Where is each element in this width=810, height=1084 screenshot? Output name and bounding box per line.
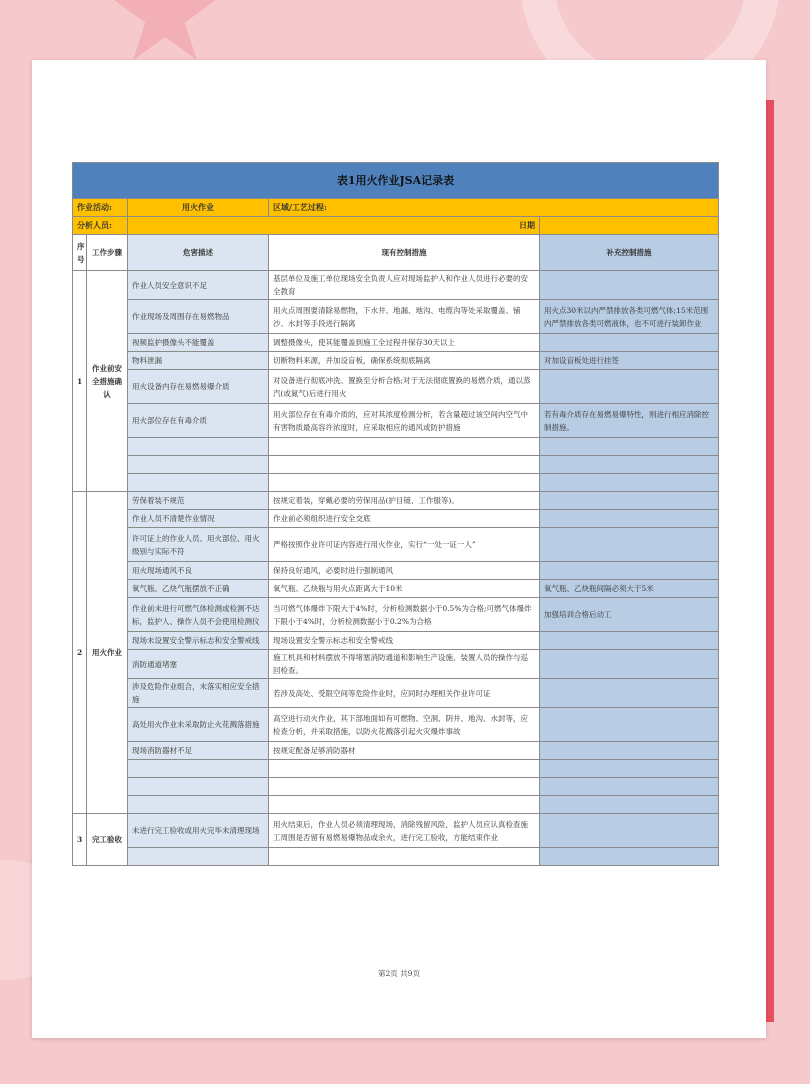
section-step: 完工验收 [87,814,128,866]
hazard-cell: 用火部位存在有毒介质 [128,404,269,438]
supplement-cell [540,650,719,679]
hazard-cell: 用火设备内存在易燃易爆介质 [128,370,269,404]
table-row [73,742,719,760]
table-row [73,580,719,598]
hazard-cell: 未进行完工验收或用火完毕未清理现场 [128,814,269,848]
info-row-analyst [73,217,719,235]
hazard-cell: 现场消防器材不足 [128,742,269,760]
hazard-cell: 消防通道堵塞 [128,650,269,679]
control-cell: 基层单位及施工单位现场安全负责人应对现场监护人和作业人员进行必要的安全教育 [269,271,540,300]
table-row [73,352,719,370]
control-cell: 作业前必须组织进行安全交底 [269,510,540,528]
table-row [73,456,719,474]
hazard-cell: 劳保着装不规范 [128,492,269,510]
table-row [73,271,719,300]
table-row [73,528,719,562]
hazard-cell: 视频监护摄像头不能覆盖 [128,334,269,352]
control-cell [269,848,540,866]
control-cell [269,456,540,474]
header-seq: 序号 [73,235,87,271]
hazard-cell: 现场未设置安全警示标志和安全警戒线 [128,632,269,650]
control-cell: 若涉及高处、受限空间等危险作业时，应同时办理相关作业许可证 [269,679,540,708]
supplement-cell: 加强培训合格后动工 [540,598,719,632]
supplement-cell [540,814,719,848]
control-cell: 按规定配备足够消防器材 [269,742,540,760]
hazard-cell: 物料泄漏 [128,352,269,370]
area-label: 区域/工艺过程: [269,199,719,217]
table-row [73,708,719,742]
table-row [73,300,719,334]
supplement-cell [540,334,719,352]
control-cell: 调整摄像头，使其能覆盖到施工全过程并保存30天以上 [269,334,540,352]
document-page [32,60,766,1038]
supplement-cell [540,742,719,760]
supplement-cell [540,708,719,742]
table-row [73,679,719,708]
header-control: 现有控制措施 [269,235,540,271]
control-cell: 对设备进行彻底冲洗、置换至分析合格;对于无法彻底置换的易燃介质，通以蒸汽(或氮气)后进行用火 [269,370,540,404]
supplement-cell: 氧气瓶、乙炔瓶间隔必须大于5米 [540,580,719,598]
section-number: 3 [73,814,87,866]
control-cell: 按规定着装，穿戴必要的劳保用品(护目镜、工作服等)。 [269,492,540,510]
table-row [73,778,719,796]
hazard-cell [128,848,269,866]
table-row [73,562,719,580]
analyst-label: 分析人员: [73,217,128,235]
header-step: 工作步骤 [87,235,128,271]
supplement-cell [540,760,719,778]
control-cell: 氧气瓶、乙炔瓶与用火点距离大于10米 [269,580,540,598]
supplement-cell [540,492,719,510]
supplement-cell [540,679,719,708]
table-row [73,848,719,866]
hazard-cell: 作业前未进行可燃气体检测或检测不达标，监护人、操作人员不会使用检测仪 [128,598,269,632]
info-row-activity [73,199,719,217]
activity-label: 作业活动: [73,199,128,217]
control-cell [269,438,540,456]
supplement-cell: 用火点30米以内严禁排放各类可燃气体;15米范围内严禁排放各类可燃液体，也不可进行装卸作业 [540,300,719,334]
date-label: 日期 [128,217,540,235]
supplement-cell [540,510,719,528]
hazard-cell: 作业人员不清楚作业情况 [128,510,269,528]
table-row [73,438,719,456]
control-cell: 高空进行动火作业，其下部地面如有可燃物、空洞、阴井、地沟、水封等，应检查分析，并采取措施，以防火花溅落引起火灾爆炸事故 [269,708,540,742]
hazard-cell [128,796,269,814]
hazard-cell: 作业现场及周围存在易燃物品 [128,300,269,334]
control-cell: 施工机具和材料摆放不得堵塞消防通道和影响生产设施、装置人员的操作与巡回检查。 [269,650,540,679]
table-row [73,492,719,510]
table-row [73,510,719,528]
table-row [73,598,719,632]
supplement-cell [540,370,719,404]
supplement-cell [540,271,719,300]
table-title: 表1用火作业JSA记录表 [73,163,719,199]
supplement-cell: 对加设盲板处进行挂签 [540,352,719,370]
jsa-table [72,162,719,866]
hazard-cell: 许可证上的作业人员、用火部位、用火级别与实际不符 [128,528,269,562]
supplement-cell [540,438,719,456]
date-value [540,217,719,235]
control-cell [269,796,540,814]
table-row [73,370,719,404]
page-footer: 第2页 共9页 [378,969,420,978]
hazard-cell [128,760,269,778]
header-supplement: 补充控制措施 [540,235,719,271]
table-row [73,650,719,679]
section-step: 作业前安全措施确认 [87,271,128,492]
hazard-cell [128,778,269,796]
title-row [73,163,719,199]
control-cell [269,474,540,492]
control-cell: 用火结束后，作业人员必须清理现场，消除残留风险，监护人员应认真检查施工周围是否留有易燃易爆物品或余火，进行完工验收，方能结束作业 [269,814,540,848]
table-row [73,474,719,492]
section-step: 用火作业 [87,492,128,814]
supplement-cell [540,796,719,814]
hazard-cell [128,456,269,474]
control-cell: 现场设置安全警示标志和安全警戒线 [269,632,540,650]
header-hazard: 危害描述 [128,235,269,271]
table-row [73,632,719,650]
hazard-cell: 高处用火作业未采取防止火花溅落措施 [128,708,269,742]
hazard-cell: 用火现场通风不良 [128,562,269,580]
hazard-cell [128,474,269,492]
supplement-cell: 若有毒介质存在易燃易爆特性，则进行相应消除控制措施。 [540,404,719,438]
supplement-cell [540,848,719,866]
control-cell: 当可燃气体爆炸下限大于4%时，分析检测数据小于0.5%为合格;可燃气体爆炸下限小于4%时，分析检测数据小于0.2%为合格 [269,598,540,632]
control-cell [269,760,540,778]
section-number: 2 [73,492,87,814]
table-row [73,334,719,352]
control-cell: 切断物料来源，并加设盲板，确保系统彻底隔离 [269,352,540,370]
hazard-cell: 作业人员安全意识不足 [128,271,269,300]
hazard-cell: 氧气瓶、乙炔气瓶摆放不正确 [128,580,269,598]
supplement-cell [540,562,719,580]
hazard-cell [128,438,269,456]
table-row [73,814,719,848]
supplement-cell [540,632,719,650]
table-row [73,404,719,438]
control-cell: 严格按照作业许可证内容进行用火作业，实行“一处一证一人” [269,528,540,562]
activity-value: 用火作业 [128,199,269,217]
control-cell [269,778,540,796]
control-cell: 用火点周围要清除易燃物，下水井、地漏、地沟、电缆沟等处采取覆盖、铺沙、水封等手段进行隔离 [269,300,540,334]
header-row [73,235,719,271]
supplement-cell [540,456,719,474]
hazard-cell: 涉及危险作业组合，未落实相应安全措施 [128,679,269,708]
table-row [73,760,719,778]
section-number: 1 [73,271,87,492]
table-row [73,796,719,814]
supplement-cell [540,778,719,796]
supplement-cell [540,528,719,562]
supplement-cell [540,474,719,492]
control-cell: 用火部位存在有毒介质的，应对其浓度检测分析，若含量超过该空间内空气中有害物质最高容许浓度时，应采取相应的通风或防护措施 [269,404,540,438]
control-cell: 保持良好通风，必要时进行强制通风 [269,562,540,580]
